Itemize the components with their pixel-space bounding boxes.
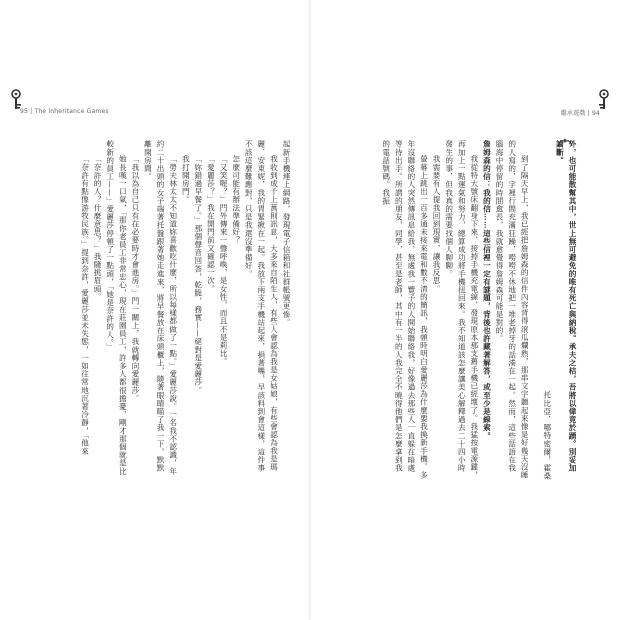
paragraph: 「妳錯過早餐了。」那個聲音回答，乾脆，務實——絕對是愛麗莎。 xyxy=(193,155,203,395)
epigraph-signature: 托比亞．哪特密爾，霍桑 xyxy=(542,390,552,480)
paragraph: 「我以為自己只有在必要時才會進房。」門一關上，我就轉向愛麗莎。 xyxy=(130,155,140,403)
paragraph: 起新手機連上網路，發現電子信箱和社群帳號更慘。 xyxy=(282,140,291,327)
paragraph: 「奈許有點像游牧民族。」提到奈許，愛麗莎並未失態，一如往常地沉著冷靜，「他來 xyxy=(80,155,90,456)
paragraph: 她長嘆一口氣，「那你老員工非常忠心，現在莊園員工，許多人都很擔憂，剛才那個就是比較新的員工——」愛麗莎停頓了一點頭，「她是奈許的人。」 xyxy=(105,140,128,476)
running-head-left: 95 | The Inheritance Games xyxy=(20,108,109,115)
epigraph: 外，也可能散幫其中，世上無可避免的唯有死亡與納稅。承夫之桔，吾將以偉竟於踴。別妥加論斷。 xyxy=(555,140,577,473)
right-page-text xyxy=(338,140,578,480)
paragraph: 怎麼可能有辦法準備好？ xyxy=(231,155,241,245)
book-gutter xyxy=(309,0,311,620)
paragraph: 我從特大號床翻身下來，接掉手機充電線，發現原本那支舊手機已經壞了。我猛按電源鍵，再加上一點運氣和努力，總算成功將手機扭回來。我不知道該怎麼讓美心解釋過去二十四小時發生的事，但我真的需要找個人聊聊。 xyxy=(444,140,479,480)
left-page-text xyxy=(22,140,292,480)
paragraph: 詹姆森的信：我的信……這些信裡一定有謎題，背後也許藏著解答，或至少是線索。 xyxy=(482,140,492,440)
running-head-right: 繼承遊戲 | 94 xyxy=(560,110,600,117)
paragraph: 螢幕上跳出一百多通未接來電和數不清的簡訊，我頓時明白愛麗莎為什麼要我換新手機。多年沒聯絡的人突然傳訊息給我，無處我一覽子的人開始聯絡我，好像過去那些人一直躲在暗處等待出手。所謂的朋友，同學，甚至是老師，其中有一半的人我完全不曉得他們是怎麼拿到我的電話號碼。我振 xyxy=(381,140,429,480)
paragraph: 我打開房門。 xyxy=(181,155,191,204)
paragraph: 「又笑喔？」門外傳來一聲呼喚，是女性，而且不是莉比。 xyxy=(219,155,229,366)
paragraph: 我需要有人提我回到現實，讓我反思。 xyxy=(432,155,442,293)
paragraph: 「奈許的人？什麼意思？」我隨挑眉頭。 xyxy=(93,155,103,301)
paragraph: 「愛麗莎？」我在開門前又確認一次。 xyxy=(206,155,216,293)
paragraph: 「勞夫林太太不知道妳喜歡吃什麼，所以每樣都做了一點。」愛麗莎說。一名我不認識，年約二十出頭的女子端著托盤跟著她走進來，將早餐放在床頭櫃上，隨著眼睛瞄了我一下，默默離開房間。 xyxy=(143,140,178,476)
paragraph: 到了隔天早上，我已經把詹姆森的信件內容背得滾瓜爛熟，那串文字聽起來像是好幾天沒睡的人寫的，字裡行間充滿狂躁，嘮嘮不休地把一堆老掉牙的話湊在一起。然而，這些話語在我腦海中停留的時間愈長，我就愈覺得詹姆森可能是對的。 xyxy=(495,140,530,480)
paragraph: 我收到成千上萬則訊息，大多來自陌生人，有些人會認為我是女姑娘，有些會認為我是瑪麗．安東妮，我的胃緊揪在一起。我放下兩支手機站起來，捐著嘴，早該料到會這樣，這件事不該這麼難應對，只是我還沒準備好。 xyxy=(244,140,279,473)
